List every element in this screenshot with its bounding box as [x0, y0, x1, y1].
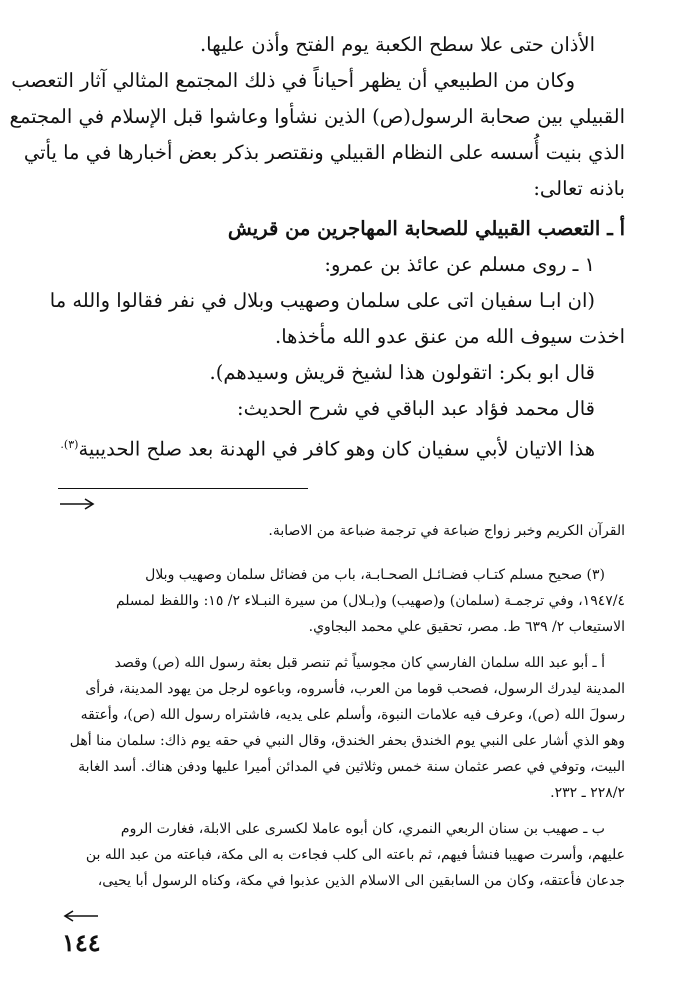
- body-line: القبيلي بين صحابة الرسول(ص) الذين نشأوا وعاشوا قبل الإسلام في المجتمع: [9, 105, 625, 128]
- section-heading: أ ـ التعصب القبيلي للصحابة المهاجرين من قريش: [227, 217, 625, 240]
- footnotes-block: [58, 518, 625, 894]
- page-number: ١٤٤: [62, 928, 101, 957]
- body-line: الذي بنيت أُسسه على النظام القبيلي ونقتصر بذكر بعض أخبارها في ما يأتي: [23, 141, 625, 164]
- footnote-line: الاستيعاب ٢/ ٦٣٩ ط. مصر، تحقيق علي محمد البجاوي.: [308, 619, 625, 635]
- arrow-left-icon: [60, 908, 100, 924]
- hadith-intro: ١ ـ روى مسلم عن عائذ بن عمرو:: [324, 253, 595, 276]
- footnote-line: وهو الذي أشار على النبي يوم الخندق بحفر الخندق، وقال النبي في حقه يوم ذاك: سلمان منا أهل: [69, 733, 625, 749]
- footnote-line: رسولَ الله (ص)، وعرف فيه علامات النبوة، وأسلم على يديه، فاشتراه رسول الله (ص)، وأعتقه: [80, 707, 625, 723]
- footnote-ref: (٣).: [60, 438, 79, 451]
- footnote-separator: [58, 488, 308, 489]
- commentary-text-main: هذا الاتيان لأبي سفيان كان وهو كافر في الهدنة بعد صلح الحديبية: [78, 437, 595, 461]
- footnote-line: أ ـ أبو عبد الله سلمان الفارسي كان مجوسياً ثم تنصر قبل بعثة رسول الله (ص) وقصد: [114, 655, 605, 671]
- abubakr-line: قال ابو بكر: اتقولون هذا لشيخ قريش وسيدهم).: [209, 361, 595, 384]
- footnote-line: جدعان فأعتقه، وكان من السابقين الى الاسلام الذين عذبوا في مكة، وكناه الرسول أبا يحيى،: [97, 873, 625, 889]
- footnote-line: ١٩٤٧/٤، وفي ترجمـة (سلمان) و(صهيب) و(بـلال) من سيرة النبـلاء ٢/ ١٥: واللفظ لمسلم: [115, 593, 625, 609]
- arrow-right-icon: [58, 496, 98, 512]
- body-line: الأذان حتى علا سطح الكعبة يوم الفتح وأذن عليها.: [199, 33, 595, 56]
- footnote-line: القرآن الكريم وخبر زواج ضباعة في ترجمة ضباعة من الاصابة.: [268, 523, 625, 539]
- body-line: وكان من الطبيعي أن يظهر أحياناً في ذلك المجتمع المثالي آثار التعصب: [11, 69, 575, 92]
- footnote-line: عليهم، وأسرت صهيبا فنشأ فيهم، ثم باعته الى كلب فجاءت به الى مكة، فباعته من عبد الله بن: [85, 847, 625, 863]
- footnote-line: ٢٢٨/٢ ـ ٢٣٢.: [550, 785, 625, 801]
- footnote-line: البيت، وتوفي في عصر عثمان سنة خمس وثلاثين في المدائن أميرا عليها ودفن هناك. أسد الغابة: [78, 759, 625, 775]
- footnote-line: (٣) صحيح مسلم كتـاب فضـائـل الصحـابـة، باب من فضائل سلمان وصهيب وبلال: [145, 567, 605, 583]
- body-line: باذنه تعالى:: [533, 177, 625, 200]
- quote-line: (ان ابـا سفيان اتى على سلمان وصهيب وبلال في نفر فقالوا والله ما: [49, 289, 595, 312]
- footnote-line: ب ـ صهيب بن سنان الربعي النمري، كان أبوه عاملا لكسرى على الابلة، فغارت الروم: [120, 821, 605, 837]
- commentary-text: [58, 430, 625, 465]
- main-text: [9, 30, 625, 471]
- quote-line: اخذت سيوف الله من عنق عدو الله مأخذها.: [275, 325, 625, 348]
- commentary-intro: قال محمد فؤاد عبد الباقي في شرح الحديث:: [237, 397, 595, 420]
- footnote-line: المدينة ليدرك الرسول، فصحب قوما من العرب، فأسروه، وباعوه لرجل من يهود المدينة، فرأى: [85, 681, 625, 697]
